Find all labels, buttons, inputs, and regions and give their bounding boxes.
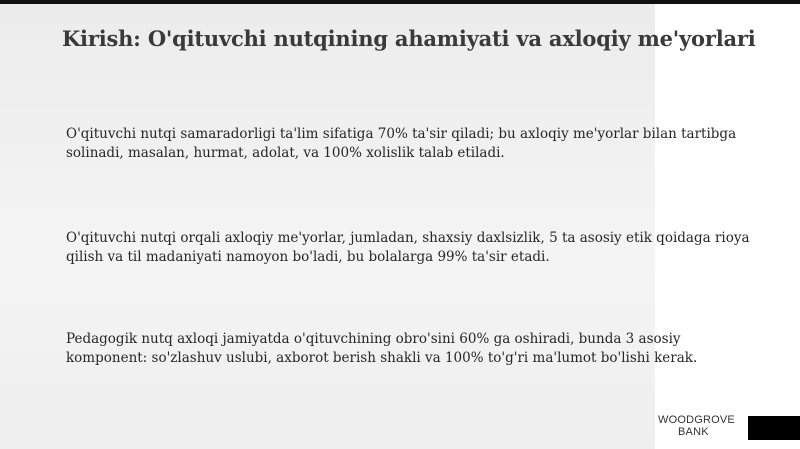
paragraph-2: O'qituvchi nutqi orqali axloqiy me'yorlar, jumladan, shaxsiy daxlsizlik, 5 ta asosiy etik qoidaga rioya qilish va til madaniyati namoyon bo'ladi, bu bolalarga 99% ta'sir etadi. — [66, 230, 750, 265]
paragraph-3: Pedagogik nutq axloqi jamiyatda o'qituvchining obro'sini 60% ga oshiradi, bunda 3 asosiy komponent: so'zlashuv uslubi, axborot berish shakli va 100% to'g'ri ma'lumot bo'lishi kerak. — [66, 331, 698, 366]
slide-title: Kirish: O'qituvchi nutqining ahamiyati va axloqiy me'yorlari — [62, 26, 756, 51]
right-margin — [655, 4, 800, 449]
logo-line-2: BANK — [678, 426, 709, 438]
logo-line-1: WOODGROVE — [658, 414, 735, 426]
paragraph-1: O'qituvchi nutqi samaradorligi ta'lim sifatiga 70% ta'sir qiladi; bu axloqiy me'yorlar bilan tartibga solinadi, masalan, hurmat, adolat, va 100% xolislik talab etiladi. — [66, 126, 737, 161]
company-logo — [658, 414, 735, 438]
logo-block — [748, 416, 800, 440]
content-panel — [0, 4, 655, 449]
